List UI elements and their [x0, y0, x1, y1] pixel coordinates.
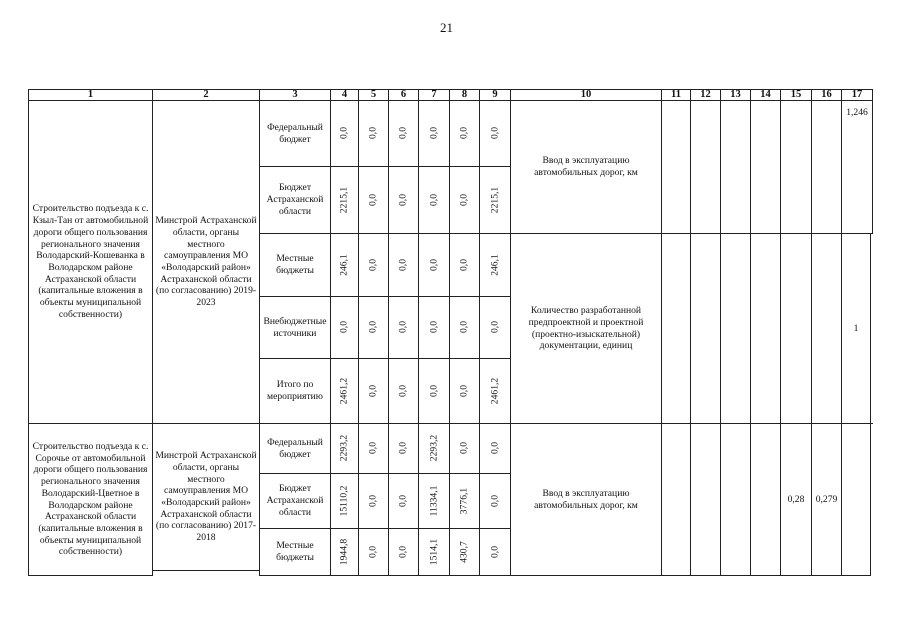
grid-line-h: [153, 570, 260, 571]
funding-value-col4: 2293,2: [338, 434, 350, 462]
column-header-4: 4: [341, 88, 348, 100]
funding-value-col9: 0,0: [489, 494, 500, 507]
funding-value-col5: 0,0: [367, 545, 379, 558]
grid-line-v: [330, 423, 331, 576]
grid-line-v: [870, 233, 871, 424]
column-header-15: 15: [790, 88, 802, 100]
funding-value-col9: 2461,2: [489, 377, 500, 404]
funding-source: Бюджет Астраханской области: [266, 483, 324, 518]
funding-value-col8: 3776,1: [458, 487, 470, 514]
grid-line-v: [479, 423, 480, 576]
column-header-10: 10: [580, 88, 592, 100]
funding-value-col9: 0,0: [489, 442, 500, 454]
funding-value-col5: 0,0: [367, 321, 379, 333]
indicator-docs-target-col17: 1: [853, 322, 859, 334]
grid-line-v: [720, 100, 721, 424]
column-header-14: 14: [760, 88, 771, 100]
grid-line-v: [811, 100, 812, 424]
funding-value-col7: 0,0: [428, 127, 439, 139]
funding-source: Местные бюджеты: [276, 253, 314, 276]
grid-line-v: [661, 100, 662, 424]
column-header-5: 5: [370, 88, 377, 100]
grid-line-v: [750, 423, 751, 576]
funding-value-col6: 0,0: [397, 384, 409, 397]
grid-line-v: [872, 100, 873, 234]
funding-value-col7: 0,0: [428, 193, 439, 206]
grid-line-v: [418, 100, 419, 424]
column-header-1: 1: [87, 88, 94, 100]
funding-source: Федеральный бюджет: [267, 436, 323, 460]
grid-line-v: [330, 100, 331, 424]
column-header-8: 8: [461, 88, 468, 100]
indicator-design-docs: Количество разработанной предпроектной и проектной (проектно-изыскательной) документации, единиц: [528, 305, 644, 352]
funding-value-col6: 0,0: [397, 193, 409, 206]
funding-value-col4: 1944,8: [338, 538, 350, 565]
funding-value-col6: 0,0: [397, 545, 409, 558]
funding-source: Бюджет Астраханской области: [266, 182, 324, 217]
measure-name-sorochye: Строительство подъезда к с. Сорочье от автомобильной дороги общего пользования регионального значения Володарский-Цветное в Володарском районе Астраханской области (капитальные вложения в объекты муниципальной собственности): [32, 440, 149, 558]
funding-value-col9: 246,1: [489, 253, 500, 276]
grid-line-v: [750, 100, 751, 424]
funding-value-col7: 2293,2: [428, 434, 439, 462]
column-header-7: 7: [431, 88, 437, 100]
grid-line-v: [358, 423, 359, 576]
executor-kzyl-tan: Минстрой Астраханской области, органы местного самоуправления МО «Володарский район» Астраханской области (по согласованию) 2019-2023: [155, 215, 257, 309]
funding-value-col8: 0,0: [458, 193, 470, 206]
funding-value-col4: 0,0: [338, 321, 350, 333]
indicator-value-col16: 0,279: [815, 493, 838, 505]
funding-value-col5: 0,0: [367, 127, 379, 139]
funding-value-col7: 11334,1: [428, 485, 439, 516]
funding-value-col8: 430,7: [458, 540, 470, 563]
grid-line-h: [510, 575, 871, 576]
funding-value-col5: 0,0: [367, 193, 379, 206]
funding-value-col5: 0,0: [367, 384, 379, 397]
funding-source: Внебюджетные источники: [263, 315, 327, 339]
funding-value-col6: 0,0: [397, 321, 409, 333]
executor-sorochye: Минстрой Астраханской области, органы местного самоуправления МО «Володарский район» Астраханской области (по согласованию) 2017-2018: [155, 450, 257, 544]
column-header-12: 12: [700, 88, 711, 100]
funding-value-col9: 0,0: [489, 321, 500, 333]
funding-value-col8: 0,0: [458, 321, 470, 333]
funding-value-col4: 0,0: [338, 127, 350, 139]
column-header-2: 2: [203, 88, 209, 100]
funding-value-col8: 0,0: [458, 127, 470, 139]
column-header-3: 3: [292, 88, 298, 100]
funding-source: Местные бюджеты: [276, 540, 314, 563]
grid-line-v: [720, 423, 721, 576]
funding-value-col5: 0,0: [367, 494, 379, 507]
grid-line-v: [388, 100, 389, 424]
funding-value-col6: 0,0: [397, 258, 409, 271]
indicator-road-commissioning-2: Ввод в эксплуатацию автомобильных дорог, км: [534, 487, 638, 511]
grid-line-h: [28, 575, 153, 576]
page-number: 21: [440, 20, 453, 35]
grid-line-h: [259, 575, 511, 576]
funding-value-col6: 0,0: [397, 494, 409, 507]
funding-value-col4: 2215,1: [338, 186, 350, 213]
funding-value-col6: 0,0: [397, 442, 409, 454]
funding-value-col4: 246,1: [338, 253, 350, 276]
column-header-16: 16: [821, 88, 832, 100]
funding-value-col9: 0,0: [489, 127, 500, 139]
grid-line-v: [690, 100, 691, 424]
funding-value-col9: 0,0: [489, 545, 500, 558]
funding-value-col8: 0,0: [458, 442, 470, 454]
indicator-value-col15: 0,28: [787, 493, 805, 505]
funding-value-col8: 0,0: [458, 384, 470, 397]
funding-value-col7: 0,0: [428, 321, 439, 333]
funding-value-col4: 15110,2: [338, 485, 350, 516]
grid-line-v: [449, 423, 450, 576]
grid-line-v: [388, 423, 389, 576]
grid-line-v: [358, 100, 359, 424]
funding-source: Итого по мероприятию: [267, 379, 323, 402]
grid-line-v: [870, 423, 871, 576]
column-header-17: 17: [851, 88, 863, 100]
column-header-6: 6: [400, 88, 407, 100]
funding-source: Федеральный бюджет: [267, 121, 323, 145]
grid-line-v: [449, 100, 450, 424]
funding-value-col5: 0,0: [367, 442, 379, 454]
funding-value-col7: 0,0: [428, 384, 439, 397]
grid-line-v: [479, 100, 480, 424]
funding-value-col7: 1514,1: [428, 538, 439, 565]
column-header-13: 13: [730, 88, 741, 100]
funding-value-col4: 2461,2: [338, 377, 350, 404]
measure-name-kzyl-tan: Строительство подъезда к с. Кзыл-Тан от автомобильной дороги общего пользования регионального значения Володарский-Кошеванка в Володарском районе Астраханской области (капитальные вложения в объекты муниципальной собственности): [32, 203, 149, 320]
grid-line-v: [418, 423, 419, 576]
funding-value-col7: 0,0: [428, 258, 439, 271]
grid-line-v: [661, 423, 662, 576]
indicator-road-commissioning: Ввод в эксплуатацию автомобильных дорог, км: [534, 155, 638, 178]
column-header-9: 9: [492, 88, 498, 100]
grid-line-v: [841, 423, 842, 576]
grid-line-v: [690, 423, 691, 576]
funding-value-col5: 0,0: [367, 258, 379, 271]
column-header-11: 11: [671, 88, 681, 100]
indicator-target-col17: 1,246: [846, 107, 868, 118]
funding-value-col9: 2215,1: [489, 186, 500, 213]
grid-line-v: [780, 100, 781, 424]
funding-value-col6: 0,0: [397, 127, 409, 139]
funding-value-col8: 0,0: [458, 258, 470, 271]
